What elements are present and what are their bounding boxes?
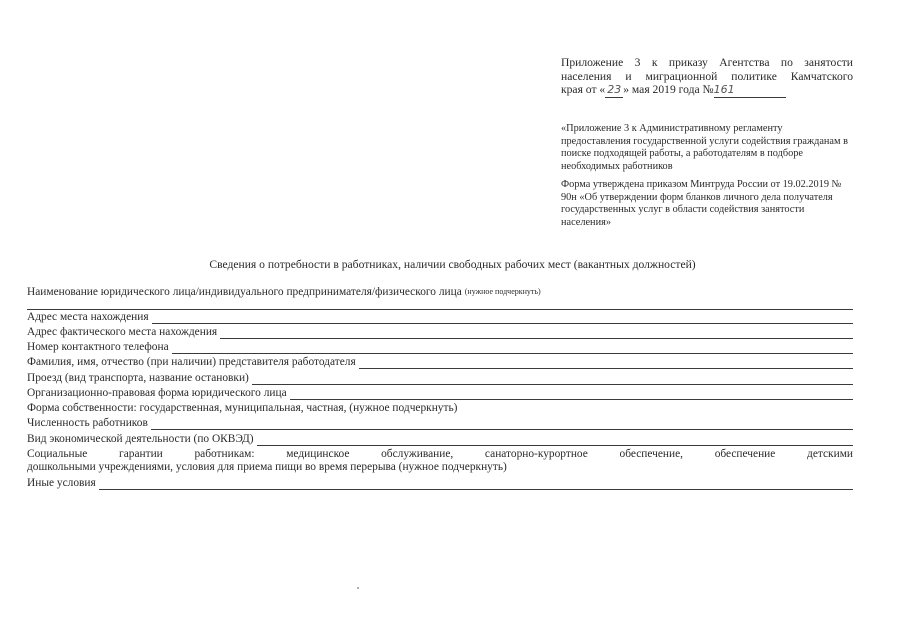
other-conditions-row: [27, 476, 853, 490]
name-label: Наименование юридического лица/индивидуального предпринимателя/физического лица: [27, 286, 462, 298]
employer-form: [27, 283, 853, 493]
ownership-label[interactable]: Форма собственности: государственная, муниципальная, частная, (нужное подчеркнуть): [27, 402, 458, 414]
employees-field[interactable]: [151, 418, 853, 430]
other-conditions-field[interactable]: [99, 478, 853, 490]
appendix-date-mid: » мая 2019 года №: [623, 83, 714, 96]
other-conditions-label: Иные условия: [27, 477, 96, 489]
legal-form-field[interactable]: [290, 388, 853, 400]
actual-address-field[interactable]: [220, 327, 853, 339]
address-field[interactable]: [152, 312, 853, 324]
regulation-note: «Приложение 3 к Административному регламенту предоставления государственной услуги содействия гражданам в поиске подходящей работы, а работодателям в подборе необходимых работников: [561, 123, 848, 172]
phone-label: Номер контактного телефона: [27, 341, 169, 353]
name-hint: (нужное подчеркнуть): [464, 287, 541, 296]
social-row-2: [27, 460, 853, 474]
okved-row: [27, 432, 853, 446]
representative-row: [27, 355, 853, 369]
phone-row: [27, 340, 853, 354]
okved-field[interactable]: [257, 434, 853, 446]
ownership-row: [27, 401, 853, 415]
appendix-line-1: Приложение 3 к приказу Агентства по занятости: [561, 56, 853, 69]
appendix-date-prefix: края от «: [561, 83, 606, 96]
legal-form-label: Организационно-правовая форма юридического лица: [27, 387, 287, 399]
transport-row: [27, 371, 853, 385]
actual-address-label: Адрес фактического места нахождения: [27, 326, 218, 338]
appendix-day: 23: [607, 83, 622, 96]
appendix-line-3: [561, 83, 853, 98]
representative-field[interactable]: [359, 357, 853, 369]
employees-row: [27, 416, 853, 430]
social-guarantees-line-2[interactable]: дошкольными учреждениями, условия для приема пищи во время перерыва (нужное подчеркнуть): [27, 461, 507, 473]
form-title: Сведения о потребности в работниках, наличии свободных рабочих мест (вакантных должностей): [209, 258, 696, 271]
social-row-1: [27, 447, 853, 461]
appendix-header: [561, 56, 853, 98]
appendix-number: 161: [714, 83, 786, 98]
appendix-line-2: населения и миграционной политике Камчатского: [561, 69, 853, 83]
form-approval-note: Форма утверждена приказом Минтруда России от 19.02.2019 № 90н «Об утверждении форм бланков личного дела получателя государственных услуг в области содействия занятости населения»: [561, 179, 842, 228]
address-row: [27, 310, 853, 324]
legal-form-row: [27, 386, 853, 400]
name-row: [27, 285, 853, 299]
scan-speck: [357, 587, 359, 589]
address-label: Адрес места нахождения: [27, 311, 149, 323]
employees-label: Численность работников: [27, 417, 148, 429]
representative-label: Фамилия, имя, отчество (при наличии) представителя работодателя: [27, 356, 356, 368]
actual-address-row: [27, 325, 853, 339]
phone-field[interactable]: [172, 342, 853, 354]
social-guarantees-line-1[interactable]: Социальные гарантии работникам: медицинское обслуживание, санаторно-курортное обеспечение, обеспечение детскими: [27, 448, 853, 460]
okved-label: Вид экономической деятельности (по ОКВЭД): [27, 433, 254, 445]
transport-field[interactable]: [252, 373, 853, 385]
transport-label: Проезд (вид транспорта, название остановки): [27, 372, 249, 384]
